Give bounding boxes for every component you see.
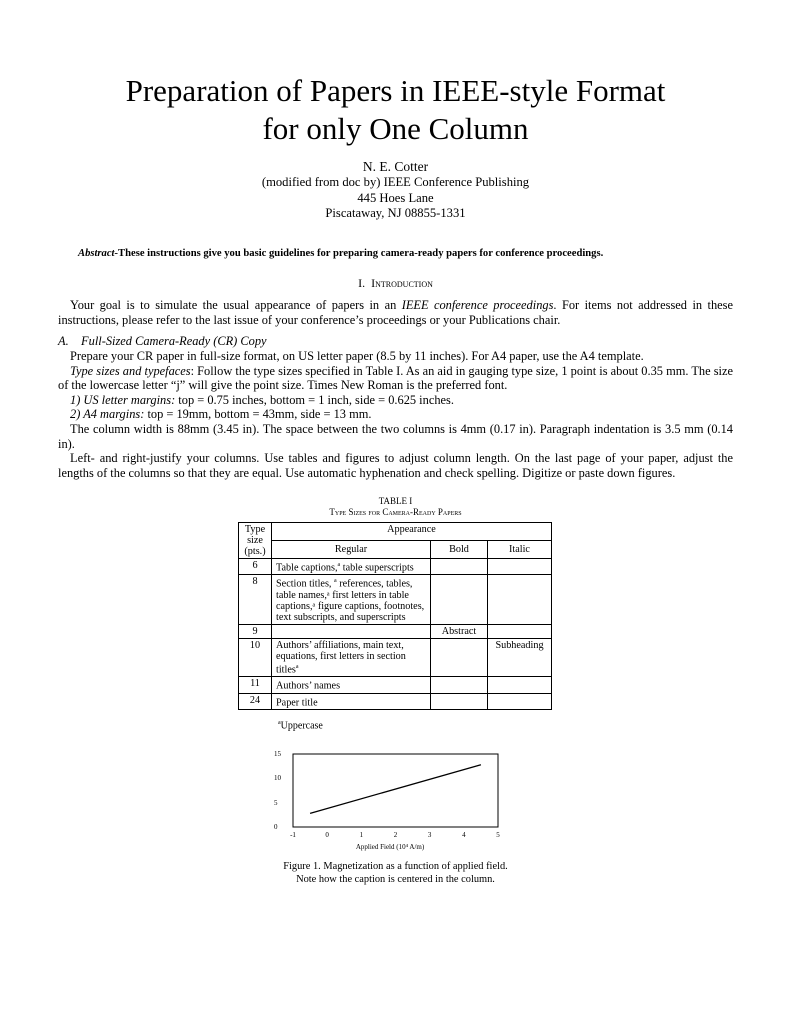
text: Type sizes and typefaces [70, 363, 191, 378]
author-block [0, 158, 791, 222]
cell-italic [488, 624, 552, 638]
cell-regular [272, 638, 431, 676]
table-row [239, 693, 552, 709]
author-name: N. E. Cotter [362, 159, 429, 174]
text: Paper title [276, 696, 318, 708]
cell-italic [488, 575, 552, 624]
header-regular: Regular [272, 541, 431, 559]
cell-regular [272, 693, 431, 709]
cell-bold [431, 677, 488, 693]
text: 1) US letter margins: [70, 392, 176, 407]
superscript: a [334, 578, 337, 585]
cell-italic [488, 677, 552, 693]
x-tick-label: 1 [359, 831, 364, 839]
header-appearance: Appearance [272, 523, 552, 541]
text: Table captions, [276, 562, 338, 574]
cell-italic [488, 693, 552, 709]
text: : Follow the type sizes specified in Table I. As an aid in gauging type size, 1 point is about 0.35 mm. The size of the lowercase letter “j” will give the point size. Times New Roman is the preferred font. [58, 363, 733, 393]
footnote-text: Uppercase [280, 720, 323, 732]
table-title: Type Sizes for Camera-Ready Papers [329, 507, 462, 517]
header-bold: Bold [431, 541, 488, 559]
superscript: a [295, 663, 299, 670]
table-row [239, 559, 552, 575]
body-paragraphs [58, 349, 733, 480]
cell-size: 6 [239, 559, 272, 575]
text: 2) A4 margins: [70, 407, 145, 422]
cell-regular [272, 677, 431, 693]
cell-bold [431, 559, 488, 575]
text: top = 19mm, bottom = 43mm, side = 13 mm. [144, 407, 372, 422]
text: Authors’ names [276, 680, 341, 692]
text: . For items not addressed in these instructions, please refer to the last issue of your conference’s proceedings or your Publications chair. [58, 298, 733, 327]
cell-italic: Subheading [488, 638, 552, 676]
y-tick-label: 5 [274, 798, 278, 807]
table-row [239, 575, 552, 624]
table-footnote [278, 716, 323, 734]
cell-bold [431, 638, 488, 676]
text: top = 0.75 inches, bottom = 1 inch, side = 0.625 inches. [175, 392, 454, 407]
paragraph [58, 407, 733, 422]
text: Your goal is to simulate the usual appearance of papers in an [70, 298, 402, 312]
cell-bold [431, 575, 488, 624]
paragraph: The column width is 88mm (3.45 in). The space between the two columns is 4mm (0.17 in). Paragraph indentation is 3.5 mm (0.14 in). [58, 421, 733, 451]
cell-bold: Abstract [431, 624, 488, 638]
cell-regular [272, 624, 431, 638]
plot-frame [293, 754, 498, 827]
intro-paragraph [58, 298, 733, 327]
x-tick-label: -1 [290, 831, 296, 839]
cell-regular [272, 575, 431, 624]
paragraph [58, 393, 733, 408]
y-tick-label: 0 [274, 823, 278, 831]
text: table superscripts [340, 562, 414, 574]
table-row [239, 677, 552, 693]
footnote-mark: a [278, 720, 281, 726]
subsection-heading: A. Full-Sized Camera-Ready (CR) Copy [58, 334, 267, 348]
table-row [239, 638, 552, 676]
caption-line: Note how the caption is centered in the column. [296, 873, 495, 885]
section-title: Introduction [371, 276, 433, 290]
text: references, tables, table names,ᵃ first letters in table captions,ᵃ figure captions, footnotes, text subscripts, and superscripts [276, 578, 425, 623]
cell-italic [488, 559, 552, 575]
x-axis-label: Applied Field (10⁴ A/m) [355, 843, 425, 851]
text: IEEE conference proceedings [401, 298, 554, 312]
text: Section titles, [276, 578, 335, 590]
figure-caption [0, 861, 791, 886]
series-line [310, 765, 481, 814]
section-number: I. [358, 276, 366, 290]
x-tick-label: 4 [462, 831, 466, 839]
cell-size: 11 [239, 677, 272, 693]
table-row [239, 624, 552, 638]
figure-chart [260, 745, 520, 855]
paragraph [58, 364, 733, 393]
header-italic: Italic [488, 541, 552, 559]
abstract [78, 247, 603, 262]
x-tick-label: 2 [393, 831, 398, 839]
cell-size: 8 [239, 575, 272, 624]
title-line: for only One Column [262, 111, 529, 146]
header-type-size: Type size (pts.) [239, 523, 272, 559]
title-line: Preparation of Papers in IEEE-style Format [125, 73, 666, 108]
address: 445 Hoes Lane [357, 190, 434, 205]
x-tick-label: 5 [496, 831, 500, 839]
section-heading [0, 276, 791, 291]
y-tick-label: 10 [274, 774, 281, 783]
superscript: a [337, 562, 341, 568]
affiliation: (modified from doc by) IEEE Conference Publishing [261, 175, 530, 189]
table-label: TABLE I [378, 496, 413, 506]
table-caption [0, 496, 791, 518]
caption-line: Figure 1. Magnetization as a function of applied field. [283, 861, 508, 872]
paragraph: Prepare your CR paper in full-size format, on US letter paper (8.5 by 11 inches). For A4 paper, use the A4 template. [70, 349, 644, 363]
address: Piscataway, NJ 08855-1331 [325, 206, 466, 220]
x-tick-label: 0 [325, 831, 329, 839]
type-size-table [238, 522, 552, 710]
text: Authors’ affiliations, main text, equations, first letters in section titles [276, 639, 406, 676]
cell-size: 24 [239, 693, 272, 709]
cell-regular [272, 559, 431, 575]
paper-title [0, 72, 791, 148]
cell-bold [431, 693, 488, 709]
abstract-label: Abstract- [78, 248, 119, 259]
cell-size: 9 [239, 624, 272, 638]
paragraph: Left- and right-justify your columns. Use tables and figures to adjust column length. On the last page of your paper, adjust the lengths of the columns so that they are equal. Use automatic hyphenation and check spelling. Digitize or paste down figures. [58, 451, 733, 480]
y-tick-label: 15 [274, 750, 281, 758]
cell-size: 10 [239, 638, 272, 676]
x-tick-label: 3 [427, 831, 432, 839]
abstract-text: These instructions give you basic guidelines for preparing camera-ready papers for conference proceedings. [118, 248, 604, 259]
